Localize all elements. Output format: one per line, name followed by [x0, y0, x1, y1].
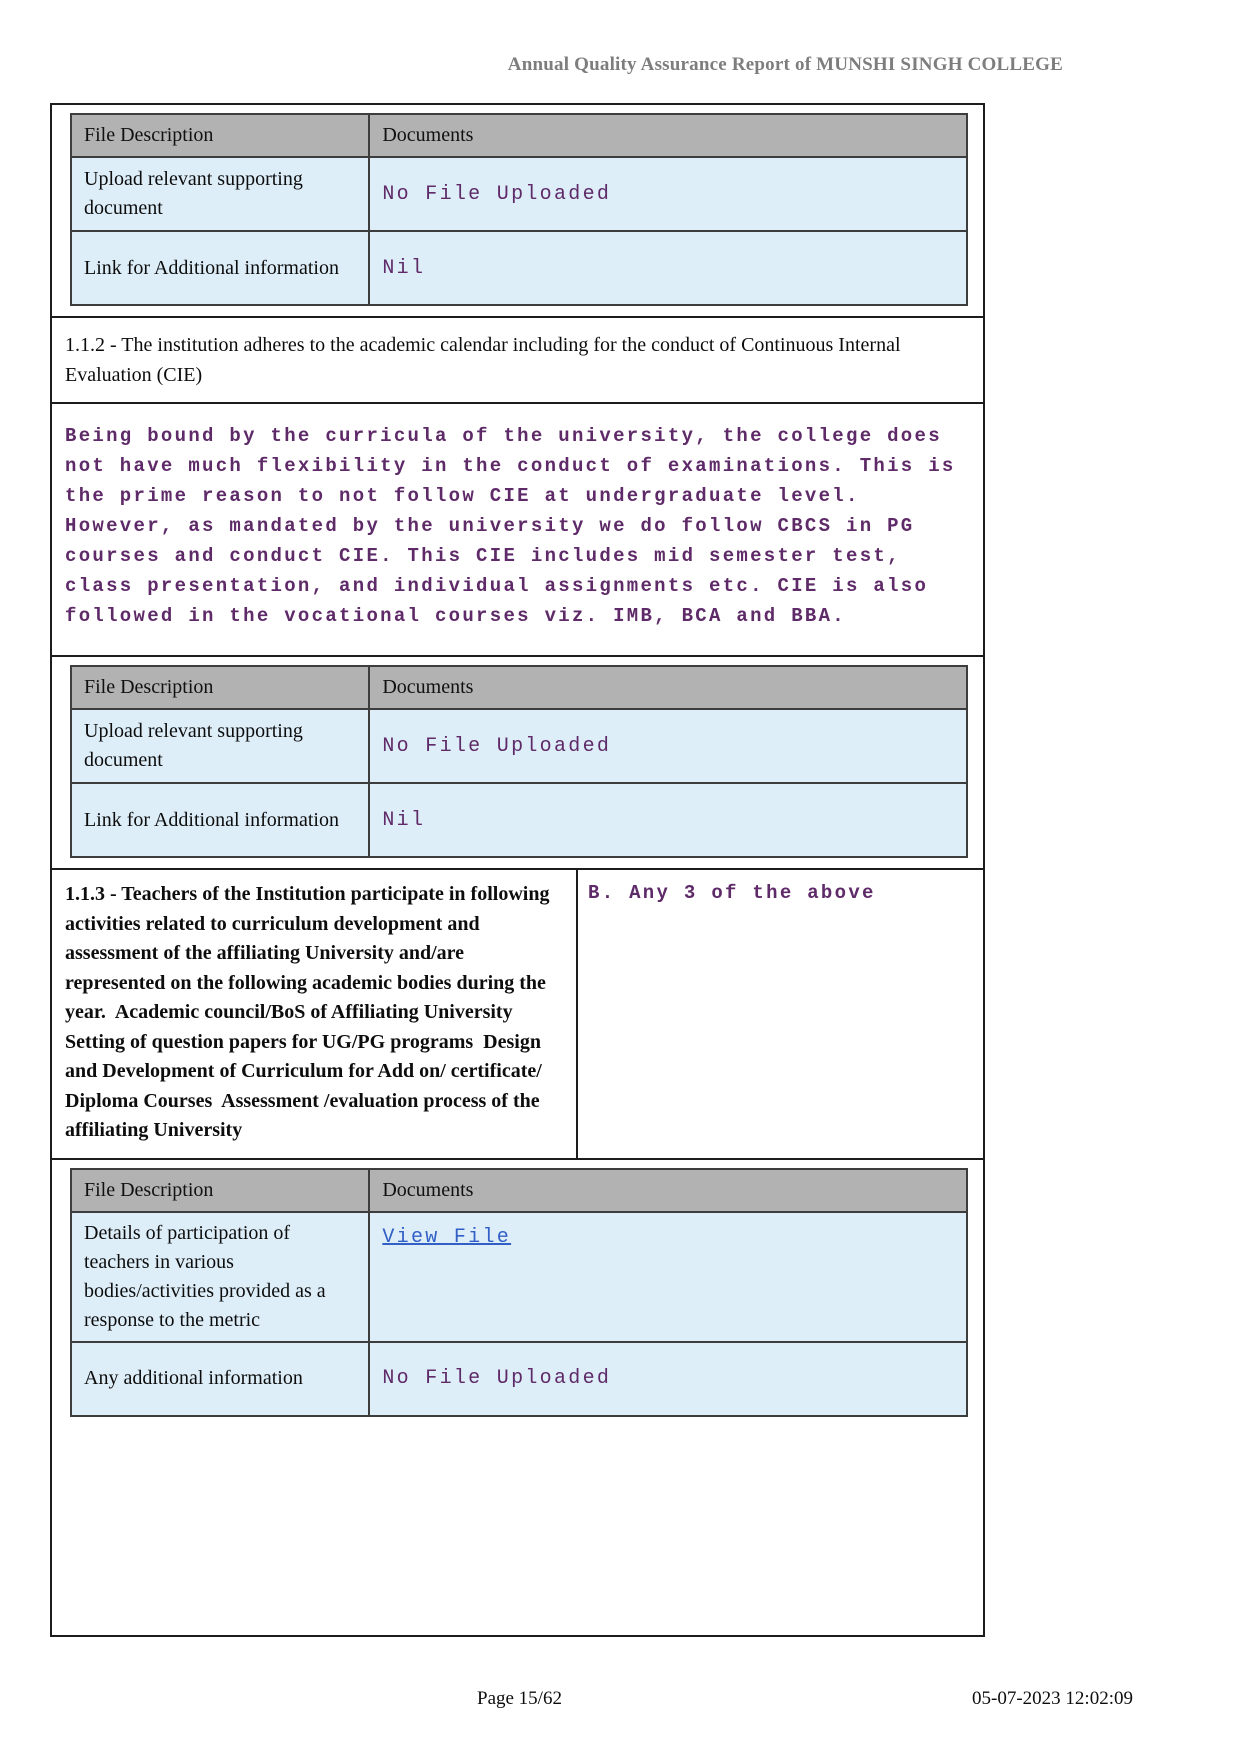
row-value: Nil — [369, 783, 967, 857]
section-1-1-2-response: Being bound by the curricula of the university, the college does not have much flexibility in the conduct of examinations. This is the prime reason to not follow CIE at undergraduate level. However, as mandated by the university we do follow CBCS in PG courses and conduct CIE. This CIE includes mid semester test, class presentation, and individual assignments etc. CIE is also followed in the vocational courses viz. IMB, BCA and BBA. — [52, 402, 983, 655]
report-header-title: Annual Quality Assurance Report of MUNSHI SINGH COLLEGE — [507, 54, 1063, 75]
section-table-3 — [52, 1158, 983, 1473]
row-value: No File Uploaded — [369, 157, 967, 231]
row-label: Link for Additional information — [71, 783, 369, 857]
row-value: Nil — [369, 231, 967, 305]
col-header-documents: Documents — [369, 666, 967, 709]
row-value — [369, 1212, 967, 1342]
row-label: Upload relevant supporting document — [71, 157, 369, 231]
metric-answer: B. Any 3 of the above — [588, 882, 876, 904]
table-row — [71, 1212, 967, 1342]
file-table-3 — [70, 1168, 968, 1417]
col-header-file-description: File Description — [71, 114, 369, 157]
view-file-link[interactable]: View File — [382, 1225, 512, 1249]
bottom-spacer — [52, 1427, 983, 1473]
table-row — [71, 231, 967, 305]
section-table-2 — [52, 655, 983, 858]
file-table-1 — [70, 113, 968, 306]
col-header-documents: Documents — [369, 114, 967, 157]
row-label: Any additional information — [71, 1342, 369, 1416]
section-1-1-2-title: 1.1.2 - The institution adheres to the academic calendar including for the conduct of Continuous Internal Evaluation (CIE) — [52, 316, 983, 402]
row-label: Details of participation of teachers in various bodies/activities provided as a response to the metric — [71, 1212, 369, 1342]
page-footer — [0, 1688, 1241, 1718]
table-header-row — [71, 114, 967, 157]
metric-question: 1.1.3 - Teachers of the Institution participate in following activities related to curriculum development and assessment of the affiliating University and/are represented on the following academic bodies during the year. Academic council/BoS of Affiliating University Setting of question papers for UG/PG programs Design and Development of Curriculum for Add on/ certificate/ Diploma Courses Assessment /evaluation process of the affiliating University — [52, 870, 578, 1158]
table-row — [71, 783, 967, 857]
col-header-file-description: File Description — [71, 1169, 369, 1212]
section-1-1-3 — [52, 868, 983, 1158]
table-header-row — [71, 1169, 967, 1212]
table-row — [71, 1342, 967, 1416]
footer-timestamp: 05-07-2023 12:02:09 — [972, 1688, 1133, 1709]
row-label: Upload relevant supporting document — [71, 709, 369, 783]
table-header-row — [71, 666, 967, 709]
row-label: Link for Additional information — [71, 231, 369, 305]
row-value: No File Uploaded — [369, 709, 967, 783]
col-header-documents: Documents — [369, 1169, 967, 1212]
file-table-2 — [70, 665, 968, 858]
section-table-1 — [52, 113, 983, 306]
page-number: Page 15/62 — [477, 1688, 562, 1709]
content-frame — [50, 103, 985, 1637]
col-header-file-description: File Description — [71, 666, 369, 709]
table-row — [71, 709, 967, 783]
table-row — [71, 157, 967, 231]
row-value: No File Uploaded — [369, 1342, 967, 1416]
